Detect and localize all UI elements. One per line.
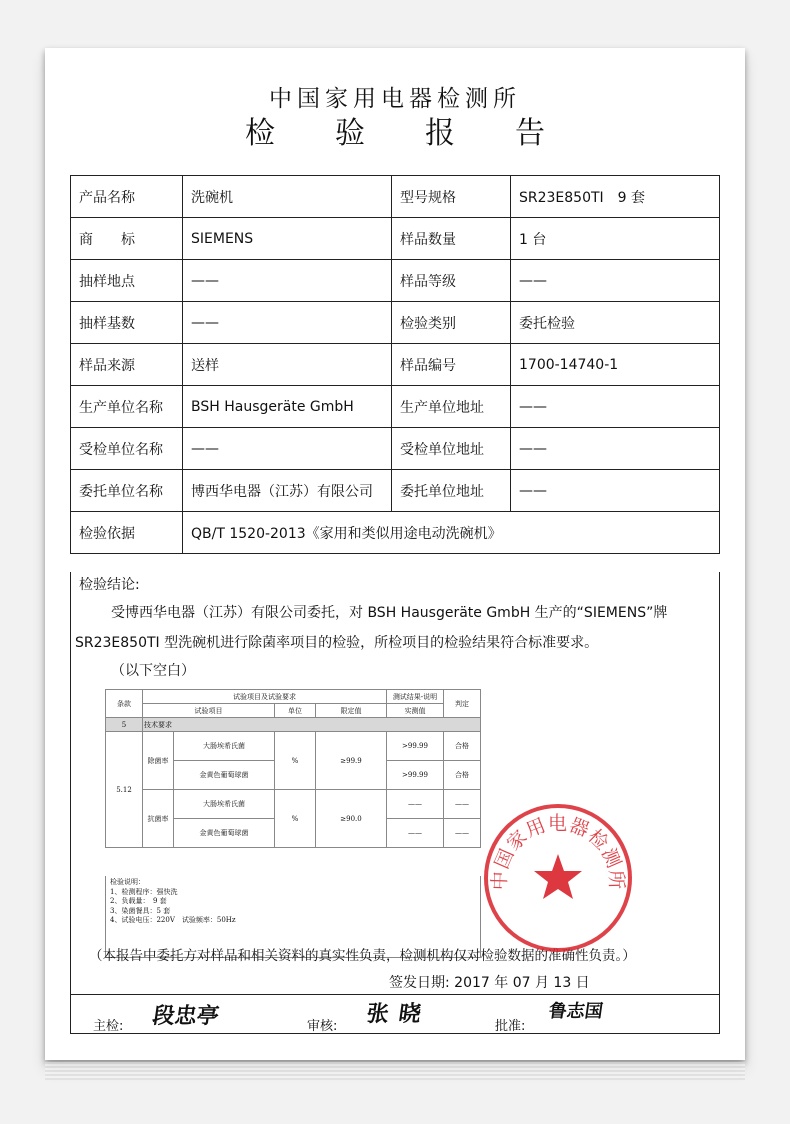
field-label: 受检单位地址	[392, 428, 511, 470]
field-label: 商 标	[71, 218, 183, 260]
verdict-header: 判定	[444, 690, 481, 718]
field-label: 产品名称	[71, 176, 183, 218]
measured-value: >99.99	[387, 761, 444, 790]
field-label: 受检单位名称	[71, 428, 183, 470]
verdict-value: 合格	[444, 761, 481, 790]
measured-value: >99.99	[387, 732, 444, 761]
issue-date: 签发日期: 2017 年 07 月 13 日	[389, 975, 590, 991]
field-value: BSH Hausgeräte GmbH	[183, 386, 392, 428]
chief-label: 主检:	[93, 1019, 124, 1034]
measured-header: 实测值	[387, 704, 444, 718]
approve-label: 批准:	[495, 1019, 526, 1034]
note-line: 1、检测程序：强快洗	[110, 887, 178, 896]
clause-number: 5.12	[106, 732, 143, 848]
test-results-table	[105, 689, 481, 848]
field-label: 检验类别	[392, 302, 511, 344]
items-std-header: 试验项目及试验要求	[143, 690, 387, 704]
unit-header: 单位	[275, 704, 316, 718]
info-row	[71, 386, 720, 428]
note-line: 2、负载量： 9 套	[110, 897, 167, 905]
field-value: 博西华电器（江苏）有限公司	[183, 470, 392, 512]
item-header: 试验项目	[143, 704, 275, 718]
field-label: 型号规格	[392, 176, 511, 218]
field-label: 委托单位名称	[71, 470, 183, 512]
limit-header: 限定值	[316, 704, 387, 718]
institute-name: 中国家用电器检测所	[269, 86, 521, 112]
field-label: 样品数量	[392, 218, 511, 260]
field-value: 1700-14740-1	[511, 344, 720, 386]
note-line: 3、染菌餐具：5 套	[110, 906, 171, 915]
group-unit: %	[275, 732, 316, 790]
field-value: ——	[511, 260, 720, 302]
field-label: 生产单位地址	[392, 386, 511, 428]
note-line: 检验说明：	[110, 878, 145, 886]
basis-value: QB/T 1520-2013《家用和类似用途电动洗碗机》	[183, 512, 720, 554]
field-label: 样品来源	[71, 344, 183, 386]
group-limit: ≥90.0	[316, 790, 387, 848]
bacteria-name: 大肠埃希氏菌	[174, 732, 275, 761]
info-row	[71, 344, 720, 386]
info-row	[71, 470, 720, 512]
info-row	[71, 428, 720, 470]
field-label: 委托单位地址	[392, 470, 511, 512]
bacteria-name: 金黄色葡萄球菌	[174, 819, 275, 848]
page-edge	[45, 1062, 745, 1080]
disclaimer: （本报告中委托方对样品和相关资料的真实性负责，检测机构仅对检验数据的准确性负责。）	[89, 948, 636, 964]
star-icon	[534, 854, 582, 899]
info-table	[70, 175, 720, 554]
field-label: 样品等级	[392, 260, 511, 302]
note-line: 4、试验电压：220V 试验频率：50Hz	[110, 916, 236, 924]
result-header: 测试结果-说明	[387, 690, 444, 704]
field-label: 抽样地点	[71, 260, 183, 302]
info-row	[71, 302, 720, 344]
group-unit: %	[275, 790, 316, 848]
info-row	[71, 260, 720, 302]
field-value: ——	[183, 260, 392, 302]
field-value: ——	[511, 470, 720, 512]
basis-row	[71, 512, 720, 554]
section-name: 技术要求	[143, 718, 481, 732]
field-value: 送样	[183, 344, 392, 386]
blank-note: （以下空白）	[111, 663, 195, 679]
conclusion-line-1: 受博西华电器（江苏）有限公司委托，对 BSH Hausgeräte GmbH 生产的“SIEMENS”牌	[111, 605, 668, 621]
group-limit: ≥99.9	[316, 732, 387, 790]
verdict-value: 合格	[444, 732, 481, 761]
field-value: 洗碗机	[183, 176, 392, 218]
field-value: 1 台	[511, 218, 720, 260]
info-row	[71, 176, 720, 218]
signature-row	[70, 994, 720, 1034]
report-page	[45, 48, 745, 1060]
field-label: 抽样基数	[71, 302, 183, 344]
official-stamp	[482, 802, 634, 954]
review-signature: 张晓	[364, 1001, 433, 1027]
stamp-text: 中国家用电器检测所	[488, 812, 628, 891]
field-value: 委托检验	[511, 302, 720, 344]
group-name: 抗菌率	[143, 790, 174, 848]
field-value: ——	[511, 428, 720, 470]
field-value: SIEMENS	[183, 218, 392, 260]
conclusion-label: 检验结论:	[79, 577, 140, 593]
conclusion-text	[75, 598, 715, 658]
field-value: ——	[511, 386, 720, 428]
clause-header: 条款	[106, 690, 143, 718]
report-title: 检验报告	[245, 116, 605, 151]
field-label: 生产单位名称	[71, 386, 183, 428]
verdict-value: ——	[444, 790, 481, 819]
measured-value: ——	[387, 819, 444, 848]
review-label: 审核:	[307, 1019, 338, 1034]
basis-label: 检验依据	[71, 512, 183, 554]
bacteria-name: 金黄色葡萄球菌	[174, 761, 275, 790]
info-row	[71, 218, 720, 260]
approve-signature: 鲁志国	[547, 1001, 605, 1022]
measured-value: ——	[387, 790, 444, 819]
field-value: ——	[183, 302, 392, 344]
chief-signature: 段忠亭	[150, 1003, 221, 1029]
conclusion-line-2: SR23E850TI 型洗碗机进行除菌率项目的检验，所检项目的检验结果符合标准要求。	[75, 635, 599, 651]
section-number: 5	[106, 718, 143, 732]
field-label: 样品编号	[392, 344, 511, 386]
field-value: ——	[183, 428, 392, 470]
field-value: SR23E850TI 9 套	[511, 176, 720, 218]
bacteria-name: 大肠埃希氏菌	[174, 790, 275, 819]
verdict-value: ——	[444, 819, 481, 848]
group-name: 除菌率	[143, 732, 174, 790]
